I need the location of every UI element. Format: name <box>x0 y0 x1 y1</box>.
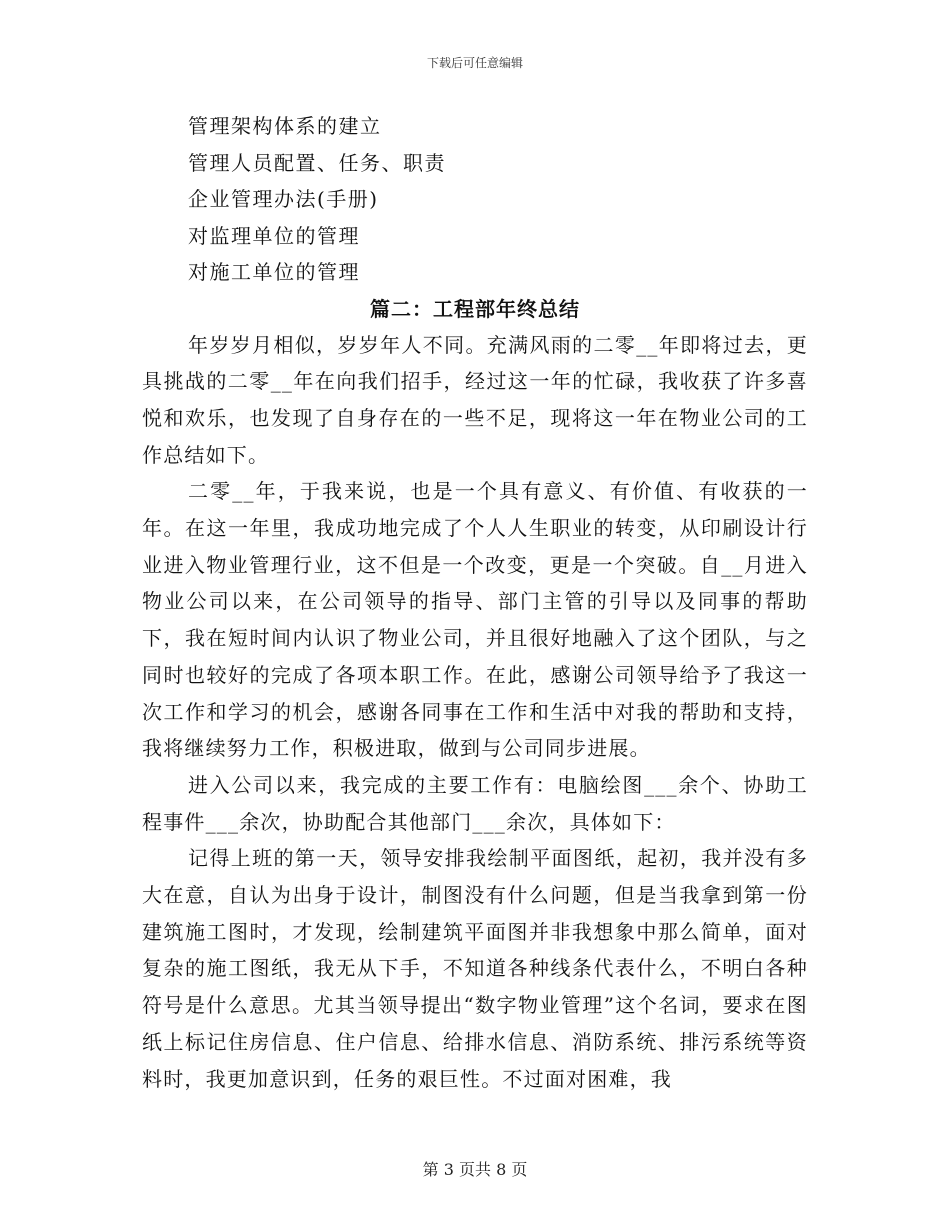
paragraph: 二零__年，于我来说，也是一个具有意义、有价值、有收获的一年。在这一年里，我成功地完成了个人人生职业的转变，从印刷设计行业进入物业管理行业，这不但是一个改变，更是一个突破。自__月进入物业公司以来，在公司领导的指导、部门主管的引导以及同事的帮助下，我在短时间内认识了物业公司，并且很好地融入了这个团队，与之同时也较好的完成了各项本职工作。在此，感谢公司领导给予了我这一次工作和学习的机会，感谢各同事在工作和生活中对我的帮助和支持，我将继续努力工作，积极进取，做到与公司同步进展。 <box>142 479 808 761</box>
paragraph: 进入公司以来，我完成的主要工作有：电脑绘图___余个、协助工程事件___余次，协助配合其他部门___余次，具体如下： <box>142 772 808 834</box>
list-item: 对施工单位的管理 <box>188 260 360 284</box>
document-body <box>142 108 808 1097</box>
list-item: 对监理单位的管理 <box>188 223 360 248</box>
section-title: 篇二：工程部年终总结 <box>370 296 580 321</box>
page-header: 下载后可任意编辑 <box>426 56 523 70</box>
paragraph: 记得上班的第一天，领导安排我绘制平面图纸，起初，我并没有多大在意，自认为出身于设计，制图没有什么问题，但是当我拿到第一份建筑施工图时，才发现，绘制建筑平面图并非我想象中那么简单，面对复杂的施工图纸，我无从下手，不知道各种线条代表什么，不明白各种符号是什么意思。尤其当领导提出“数字物业管理”这个名词，要求在图纸上标记住房信息、住户信息、给排水信息、消防系统、排污系统等资料时，我更加意识到，任务的艰巨性。不过面对困难，我 <box>142 846 808 1091</box>
paragraph: 年岁岁月相似，岁岁年人不同。充满风雨的二零__年即将过去，更具挑战的二零__年在向我们招手，经过这一年的忙碌，我收获了许多喜悦和欢乐，也发现了自身存在的一些不足，现将这一年在物业公司的工作总结如下。 <box>142 332 808 467</box>
list-item: 企业管理办法(手册) <box>188 187 379 211</box>
list-item: 管理架构体系的建立 <box>188 114 382 138</box>
page-footer: 第 3 页共 8 页 <box>422 1160 528 1179</box>
list-item: 管理人员配置、任务、职责 <box>188 150 446 175</box>
